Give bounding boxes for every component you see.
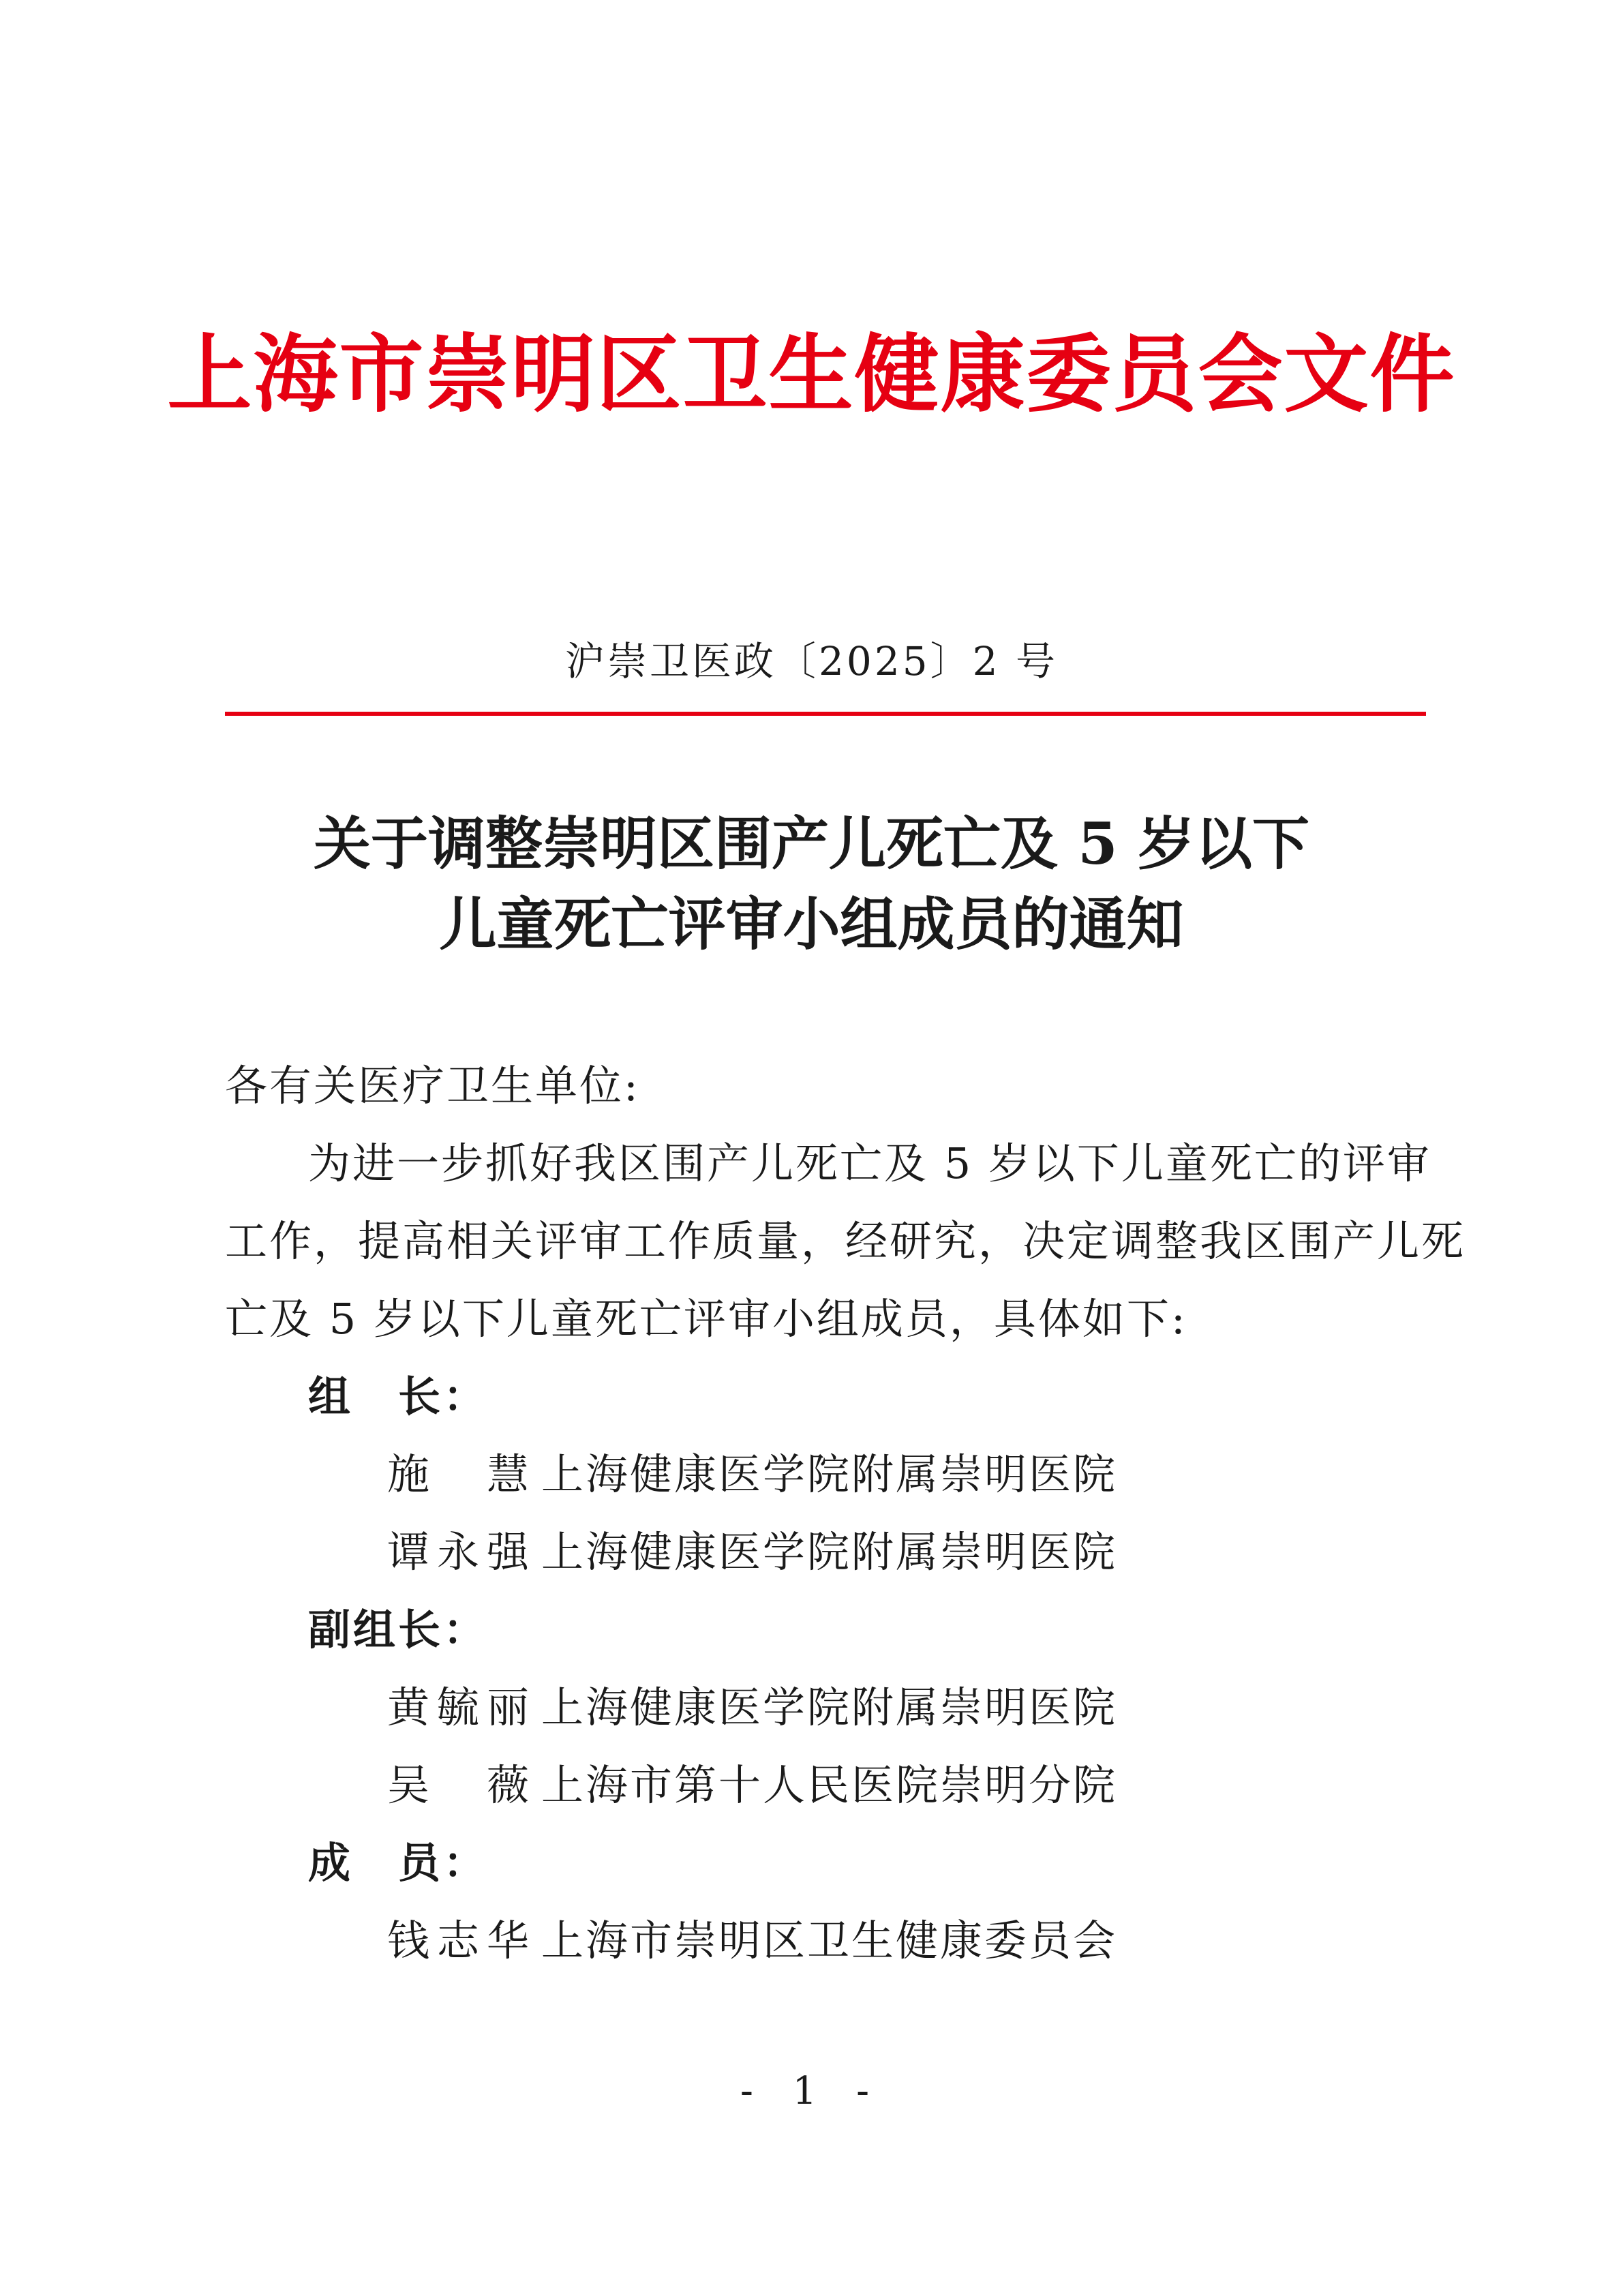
salutation: 各有关医疗卫生单位: [225,1061,640,1111]
member-organization: 上海健康医学院附属崇明医院 [541,1527,1118,1577]
member-row [387,1677,1117,1738]
member-organization: 上海健康医学院附属崇明医院 [541,1682,1118,1732]
role-heading-leader: 组 长： [308,1372,489,1421]
role-heading-deputy-leader: 副组长： [308,1605,489,1655]
member-organization: 上海健康医学院附属崇明医院 [541,1449,1118,1499]
member-name: 黄毓丽 [387,1682,530,1732]
issuer-header-title: 上海市崇明区卫生健康委员会文件 [167,326,1456,424]
member-row [387,1755,1117,1816]
member-name: 施慧 [387,1449,530,1499]
red-divider-rule [225,712,1426,716]
role-heading-members: 成 员： [308,1838,489,1888]
member-organization: 上海市崇明区卫生健康委员会 [541,1916,1118,1965]
member-organization: 上海市第十人民医院崇明分院 [541,1760,1118,1810]
notice-title-line-1: 关于调整崇明区围产儿死亡及 5 岁以下 [314,810,1309,877]
member-name: 谭永强 [387,1527,530,1577]
member-row [387,1910,1117,1972]
page-number: - 1 - [740,2069,883,2113]
notice-title-line-2: 儿童死亡评审小组成员的通知 [439,890,1184,958]
document-number: 沪崇卫医政〔2025〕2 号 [565,638,1058,684]
member-row [387,1444,1117,1505]
member-name: 钱志华 [387,1916,530,1965]
paragraph-line: 亡及 5 岁以下儿童死亡评审小组成员，具体如下: [225,1294,1187,1344]
member-row [387,1522,1117,1583]
member-name: 吴薇 [387,1760,530,1810]
paragraph-line: 工作，提高相关评审工作质量，经研究，决定调整我区围产儿死 [225,1216,1466,1266]
paragraph-line: 为进一步抓好我区围产儿死亡及 5 岁以下儿童死亡的评审 [308,1138,1431,1188]
